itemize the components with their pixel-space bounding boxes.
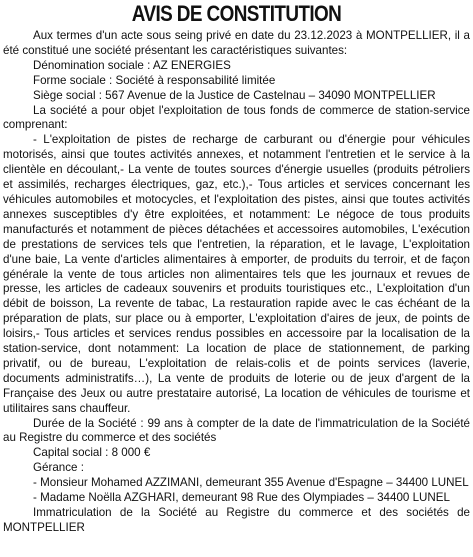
intro-paragraph: Aux termes d'un acte sous seing privé en date du 23.12.2023 à MONTPELLIER, il a été constitué une société présentant les caractéristiques suivantes: <box>3 29 470 57</box>
siege-line: Siège social : 567 Avenue de la Justice de Castelnau – 34090 MONTPELLIER <box>33 88 436 102</box>
objet-intro-paragraph: La société a pour objet l'exploitation de tous fonds de commerce de station-service comprenant: <box>3 103 470 132</box>
objet-details-paragraph: - L'exploitation de pistes de recharge de carburant ou d'énergie pour véhicules motorisés, ainsi que toutes activités annexes, et notamment l'entretien et le service à la clientèle en découlant,- La vente de toutes sources d'énergie usuelles (produits pétroliers et assimilés, recharges électriques, gaz, etc.),- Tous articles et services concernant les véhicules automobiles et motocycles, et l'exploitation des pistes, ainsi que toutes activités annexes susceptibles d'y être exploitées, et notamment: Le négoce de tous produits manufacturés et notamment de pièces détachées et accessoires automobiles, L'exécution de prestations de services tels que l'entretien, la réparation, et le lavage, L'exploitation d'une baie, La vente d'articles alimentaires à emporter, de produits du terroir, et de façon générale la vente de tous articles non alimentaires tels que les journaux et revues de presse, les articles de cadeaux souvenirs et produits touristiques etc., L'exploitation d'un débit de boisson, La revente de tabac, La restauration rapide avec le cas échéant de la préparation de plats, sur place ou à emporter, L'exploitation d'aires de jeux, de points de loisirs,- Tous articles et services rendus possibles en accessoire par la localisation de la station-service, dont notamment: La location de place de stationnement, de parking privatif, ou de bureau, L'exploitation de relais-colis et de points services (laverie, documents administratifs…), La vente de produits de loterie ou de jeux d'argent de la Française des Jeux ou autre prestataire autorisé, La location de véhicules de tourisme et utilitaires sans chauffeur. <box>3 133 470 415</box>
denomination-line: Dénomination sociale : AZ ENERGIES <box>33 58 231 72</box>
gerant-2-line: - Madame Noëlla AZGHARI, demeurant 98 Rue des Olympiades – 34400 LUNEL <box>33 491 450 505</box>
forme-line: Forme sociale : Société à responsabilité limitée <box>33 73 276 87</box>
immatriculation-paragraph: Immatriculation de la Société au Registre du commerce et des sociétés de MONTPELLIER <box>3 506 470 534</box>
capital-line: Capital social : 8 000 € <box>33 446 151 460</box>
gerance-label: Gérance : <box>33 461 84 475</box>
duree-paragraph: Durée de la Société : 99 ans à compter de la date de l'immatriculation de la Société au Registre du commerce et des sociétés <box>3 416 470 445</box>
notice-title: AVIS DE CONSTITUTION <box>131 1 342 26</box>
gerant-1-line: - Monsieur Mohamed AZZIMANI, demeurant 355 Avenue d'Espagne – 34400 LUNEL <box>33 476 469 490</box>
